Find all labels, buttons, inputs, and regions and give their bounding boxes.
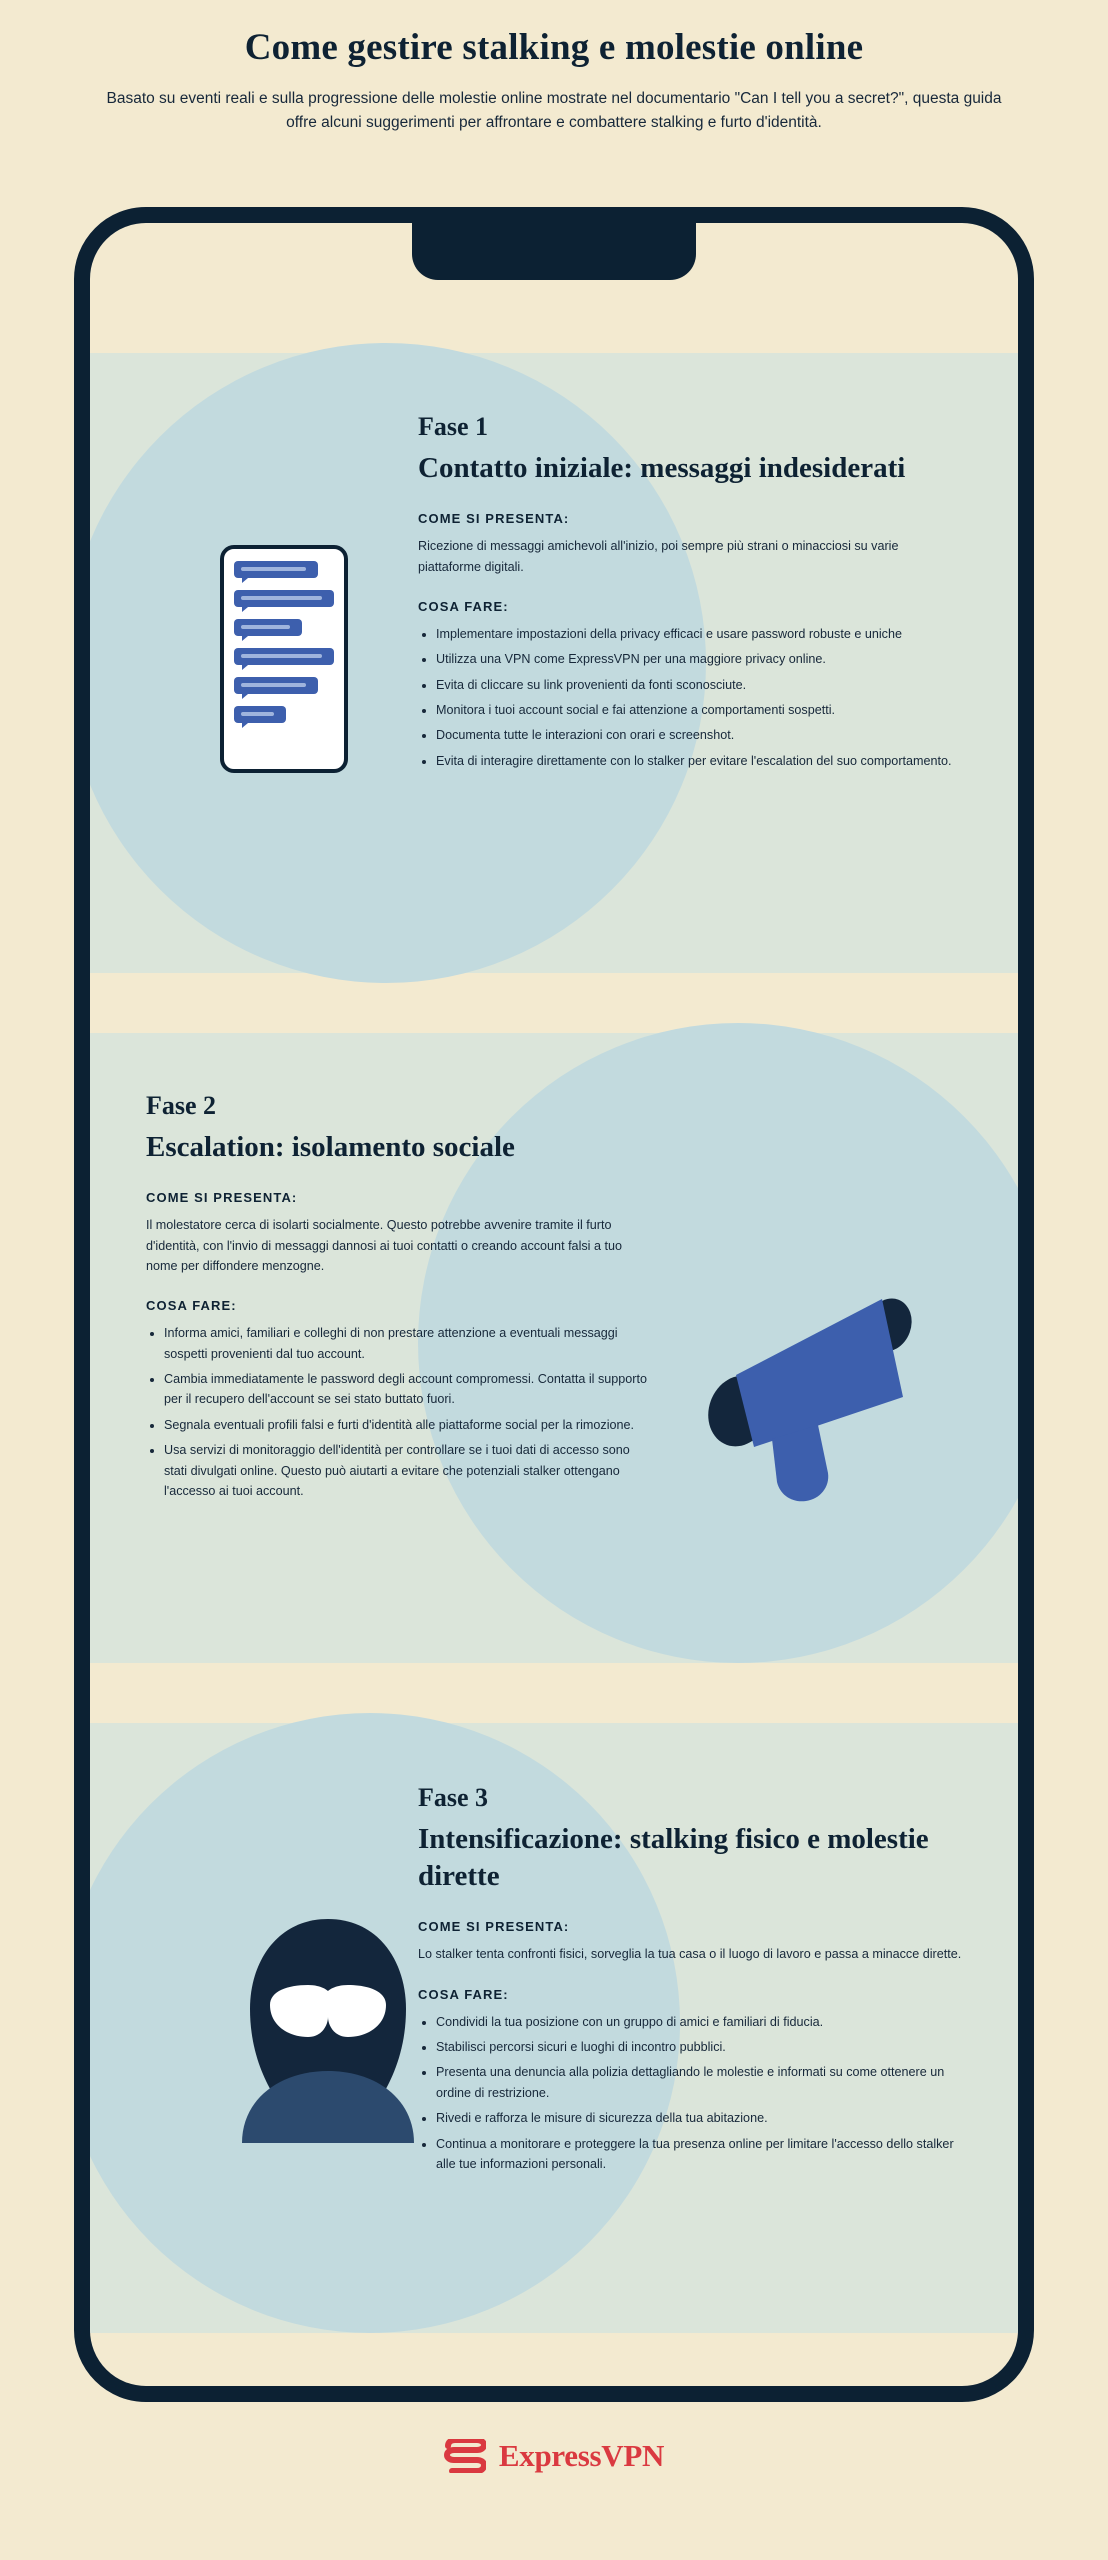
list-item: • Usa servizi di monitoraggio dell'identità per controllare se i tuoi dati di accesso sono stati divulgati online. Questo può aiutarti a evitare che potenziali stalker ottengano l'accesso ai tuoi account. bbox=[164, 1440, 648, 1501]
list-item: • Condividi la tua posizione con un gruppo di amici e familiari di fiducia. bbox=[436, 2012, 962, 2032]
phone-mockup-frame bbox=[74, 207, 1034, 2402]
brand-name: ExpressVPN bbox=[498, 2438, 665, 2473]
how-it-appears-label: COME SI PRESENTA: bbox=[418, 1919, 570, 1935]
expressvpn-logo-icon bbox=[444, 2439, 486, 2473]
list-item: • Cambia immediatamente le password degli account compromessi. Contatta il supporto per il recupero dell'account se sei stato buttato fuori. bbox=[164, 1369, 648, 1410]
list-item: • Continua a monitorare e proteggere la tua presenza online per limitare l'accesso dello stalker alle tue informazioni personali. bbox=[436, 2134, 962, 2175]
how-it-appears-text: Ricezione di messaggi amichevoli all'inizio, poi sempre più strani o minacciosi su varie piattaforme digitali. bbox=[418, 539, 899, 574]
list-item: • Informa amici, familiari e colleghi di non prestare attenzione a eventuali messaggi sospetti provenienti dal tuo account. bbox=[164, 1323, 648, 1364]
how-it-appears-text: Il molestatore cerca di isolarti socialmente. Questo potrebbe avvenire tramite il furto d'identità, con l'invio di messaggi dannosi ai tuoi contatti o creando account falsi a tuo nome per diffondere menzogne. bbox=[146, 1218, 622, 1273]
list-item: • Monitora i tuoi account social e fai attenzione a comportamenti sospetti. bbox=[436, 700, 962, 720]
what-to-do-label: COSA FARE: bbox=[418, 1986, 509, 2002]
how-it-appears-text: Lo stalker tenta confronti fisici, sorveglia la tua casa o il luogo di lavoro e passa a minacce dirette. bbox=[418, 1947, 962, 1962]
phase-title: Intensificazione: stalking fisico e molestie dirette bbox=[418, 1823, 929, 1893]
phase-number: Fase 2 bbox=[146, 1091, 217, 1120]
phase-title: Contatto iniziale: messaggi indesiderati bbox=[418, 452, 906, 484]
phone-screen bbox=[90, 223, 1018, 2386]
list-item: • Documenta tutte le interazioni con orari e screenshot. bbox=[436, 725, 962, 745]
phase-number: Fase 1 bbox=[418, 412, 489, 441]
chat-messages-phone-icon bbox=[220, 545, 348, 773]
footer-brand bbox=[0, 2438, 1108, 2474]
phase-section-3 bbox=[90, 1723, 1018, 2333]
page-subtitle: Basato su eventi reali e sulla progressione delle molestie online mostrate nel documentario "Can I tell you a secret?", questa guida offre alcuni suggerimenti per affrontare e combattere stalking e furto d'identità. bbox=[106, 90, 1002, 132]
phase-section-1 bbox=[90, 353, 1018, 973]
how-it-appears-label: COME SI PRESENTA: bbox=[146, 1190, 298, 1206]
list-item: • Utilizza una VPN come ExpressVPN per una maggiore privacy online. bbox=[436, 649, 962, 669]
list-item: • Evita di cliccare su link provenienti da fonti sconosciute. bbox=[436, 675, 962, 695]
action-list bbox=[418, 2012, 962, 2175]
what-to-do-label: COSA FARE: bbox=[146, 1298, 237, 1314]
action-list bbox=[418, 624, 962, 771]
list-item: • Evita di interagire direttamente con lo stalker per evitare l'escalation del suo comportamento. bbox=[436, 751, 962, 771]
list-item: • Stabilisci percorsi sicuri e luoghi di incontro pubblici. bbox=[436, 2037, 962, 2057]
list-item: • Rivedi e rafforza le misure di sicurezza della tua abitazione. bbox=[436, 2108, 962, 2128]
what-to-do-label: COSA FARE: bbox=[418, 598, 509, 614]
page-title: Come gestire stalking e molestie online bbox=[244, 27, 864, 68]
megaphone-icon bbox=[676, 1263, 956, 1513]
phase-number: Fase 3 bbox=[418, 1783, 489, 1812]
phase-section-2 bbox=[90, 1033, 1018, 1663]
how-it-appears-label: COME SI PRESENTA: bbox=[418, 511, 570, 527]
phase-title: Escalation: isolamento sociale bbox=[146, 1131, 515, 1163]
list-item: • Segnala eventuali profili falsi e furti d'identità alle piattaforme social per la rimozione. bbox=[164, 1415, 648, 1435]
page-header bbox=[0, 0, 1108, 135]
list-item: • Implementare impostazioni della privacy efficaci e usare password robuste e uniche bbox=[436, 624, 962, 644]
action-list bbox=[146, 1323, 648, 1501]
list-item: • Presenta una denuncia alla polizia dettagliando le molestie e informati su come ottenere un ordine di restrizione. bbox=[436, 2062, 962, 2103]
hooded-figure-icon bbox=[218, 1913, 438, 2143]
